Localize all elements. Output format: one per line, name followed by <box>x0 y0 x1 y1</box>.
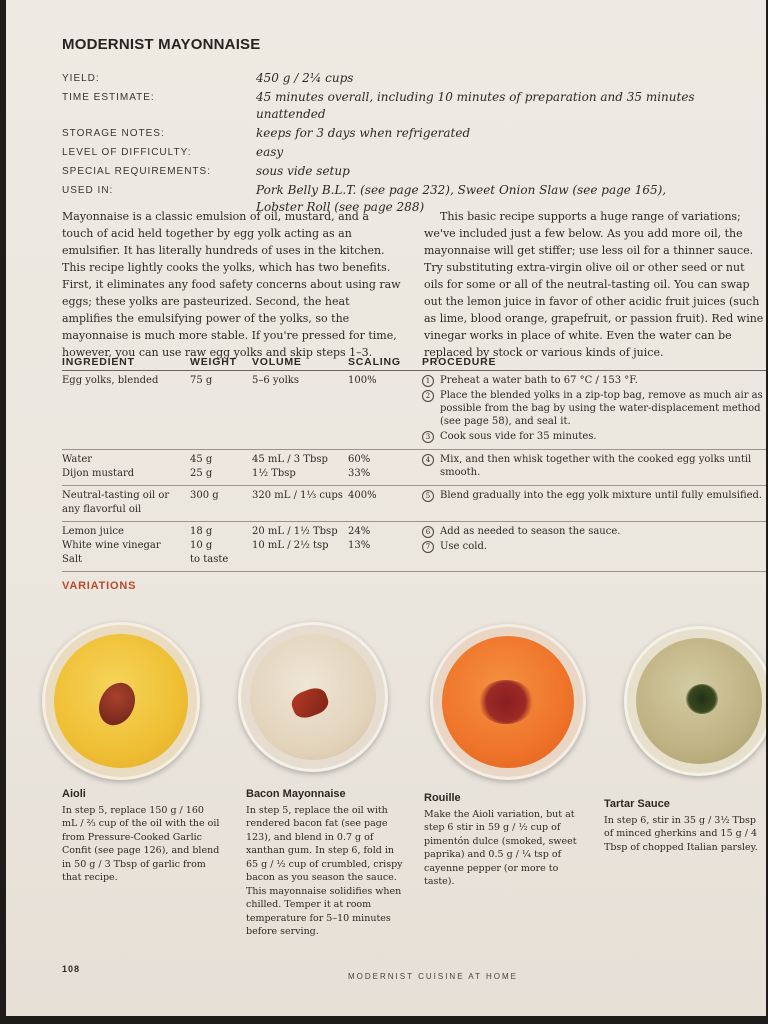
step-number: 7 <box>422 541 434 553</box>
meta-label: USED IN: <box>62 185 114 196</box>
variation-bacon-mayonnaise <box>246 788 408 939</box>
header-weight: WEIGHT <box>190 356 237 368</box>
meta-row-storage <box>62 125 742 142</box>
aioli-bowl-image <box>42 622 200 780</box>
ingredient-table <box>62 354 766 572</box>
table-row <box>62 374 422 388</box>
step-number: 4 <box>422 454 434 466</box>
table-row-group <box>62 522 766 572</box>
header-ingredient: INGREDIENT <box>62 356 135 368</box>
ingredient-scaling: 24% <box>348 526 371 537</box>
procedure-steps <box>422 453 766 481</box>
ingredient-weight: 18 g <box>190 526 213 537</box>
recipe-meta <box>62 70 742 218</box>
meta-value: 450 g / 2¼ cups <box>256 71 354 85</box>
table-header <box>62 354 766 371</box>
intro-paragraph-left: Mayonnaise is a classic emulsion of oil, mustard, and a touch of acid held together by egg yolk acting as an emulsifier. It has literally hundreds of uses in the kitchen. This recipe lightly cooks the yolks, which has two benefits. First, it eliminates any food safety concerns about using raw eggs; these yolks are pasteurized. Second, the heat amplifies the emulsifying power of the yolks, so the mayonnaise is much more stable. If you're pressed for time, however, you can use raw egg yolks and skip steps 1–3. <box>62 210 401 359</box>
variation-text: In step 5, replace 150 g / 160 mL / ⅔ cup of the oil with the oil from Pressure-Cooked Garlic Confit (see page 126), and blend in 50 g / 3 Tbsp of garlic from that recipe. <box>62 804 220 883</box>
meta-label: TIME ESTIMATE: <box>62 92 155 103</box>
step-text: Place the blended yolks in a zip-top bag, remove as much air as possible from the bag by using the water-displacement method (see page 58), and seal it. <box>440 390 763 427</box>
meta-value: keeps for 3 days when refrigerated <box>256 126 471 140</box>
step-number: 5 <box>422 490 434 502</box>
recipe-title: MODERNIST MAYONNAISE <box>62 36 261 53</box>
procedure-step <box>422 489 766 502</box>
table-row <box>62 525 422 539</box>
procedure-steps <box>422 374 766 445</box>
step-number: 2 <box>422 390 434 402</box>
step-text: Mix, and then whisk together with the cooked egg yolks until smooth. <box>440 454 752 478</box>
variation-rouille <box>424 792 586 889</box>
procedure-step <box>422 525 766 538</box>
ingredient-name: Egg yolks, blended <box>62 375 159 386</box>
variation-text: Make the Aioli variation, but at step 6 stir in 59 g / ½ cup of pimentón dulce (smoked, sweet paprika) and 0.5 g / ¼ tsp of cayenne pepper (or more to taste). <box>424 808 577 887</box>
ingredient-scaling: 100% <box>348 375 377 386</box>
ingredient-name: Water <box>62 454 93 465</box>
ingredient-volume: 20 mL / 1½ Tbsp <box>252 526 338 537</box>
table-row <box>62 453 422 467</box>
variation-text: In step 5, replace the oil with rendered bacon fat (see page 123), and blend in 0.7 g of xanthan gum. In step 6, fold in 65 g / ½ cup of crumbled, crispy bacon as you season the sauce. This mayonnaise solidifies when chilled. Temper it at room temperature for 5–10 minutes before serving. <box>246 804 403 937</box>
ingredient-volume: 5–6 yolks <box>252 375 299 386</box>
ingredient-volume <box>252 553 348 567</box>
ingredient-weight: 10 g <box>190 540 213 551</box>
paprika-garnish-icon <box>478 680 534 724</box>
cookbook-page <box>6 0 766 1016</box>
ingredient-weight: 75 g <box>190 375 213 386</box>
ingredient-list <box>62 374 422 445</box>
ingredient-volume: 45 mL / 3 Tbsp <box>252 454 328 465</box>
meta-label: YIELD: <box>62 73 100 84</box>
meta-value: 45 minutes overall, including 10 minutes of preparation and 35 minutes unattended <box>256 90 695 121</box>
ingredient-scaling: 400% <box>348 490 377 501</box>
table-row <box>62 553 422 567</box>
table-row-group <box>62 450 766 486</box>
ingredient-volume: 1½ Tbsp <box>252 468 296 479</box>
ingredient-name: White wine vinegar <box>62 540 161 551</box>
table-row-group <box>62 486 766 522</box>
procedure-step <box>422 540 766 553</box>
rouille-bowl-image <box>430 624 586 780</box>
intro-paragraph-right: This basic recipe supports a huge range of variations; we've included just a few below. As you add more oil, the mayonnaise will get stiffer; use less oil for a thinner sauce. Try substituting extra-virgin olive oil or other seed or nut oils for some or all of the neutral-tasting oil. You can swap out the lemon juice in favor of other acidic fruit juices (such as lime, blood orange, grapefruit, or passion fruit). Red wine vinegar works in place of white. Even the water can be replaced by stock or various kinds of juice. <box>424 210 764 359</box>
meta-value: sous vide setup <box>256 164 350 178</box>
parsley-garnish-icon <box>686 684 718 714</box>
page-number: 108 <box>62 964 81 974</box>
variation-aioli <box>62 788 222 885</box>
table-row <box>62 489 422 517</box>
ingredient-name: Lemon juice <box>62 526 124 537</box>
meta-row-time <box>62 89 742 123</box>
ingredient-weight: to taste <box>190 554 229 565</box>
step-text: Add as needed to season the sauce. <box>440 526 621 537</box>
procedure-step <box>422 389 766 428</box>
ingredient-list <box>62 525 422 567</box>
table-row <box>62 467 422 481</box>
procedure-steps <box>422 525 766 567</box>
book-title: MODERNIST CUISINE AT HOME <box>348 972 519 981</box>
header-scaling: SCALING <box>348 356 401 368</box>
variation-tartar-sauce <box>604 798 764 854</box>
procedure-steps <box>422 489 766 517</box>
step-text: Cook sous vide for 35 minutes. <box>440 431 597 442</box>
meta-row-requirements <box>62 163 742 180</box>
variation-name: Tartar Sauce <box>604 798 670 810</box>
variation-text: In step 6, stir in 35 g / 3½ Tbsp of minced gherkins and 15 g / 4 Tbsp of chopped Italian parsley. <box>604 814 758 853</box>
ingredient-weight: 300 g <box>190 490 219 501</box>
ingredient-weight: 45 g <box>190 454 213 465</box>
procedure-step <box>422 453 766 479</box>
meta-label: SPECIAL REQUIREMENTS: <box>62 166 211 177</box>
step-text: Blend gradually into the egg yolk mixture until fully emulsified. <box>440 490 763 501</box>
tartar-sauce-bowl-image <box>624 626 766 776</box>
procedure-step <box>422 430 766 443</box>
ingredient-name: Dijon mustard <box>62 468 135 479</box>
ingredient-list <box>62 489 422 517</box>
step-number: 3 <box>422 431 434 443</box>
variation-name: Rouille <box>424 792 461 804</box>
step-number: 1 <box>422 375 434 387</box>
step-text: Preheat a water bath to 67 °C / 153 °F. <box>440 375 638 386</box>
variation-name: Bacon Mayonnaise <box>246 788 346 800</box>
meta-row-difficulty <box>62 144 742 161</box>
meta-value: Pork Belly B.L.T. (see page 232), Sweet Onion Slaw (see page 165), Lobster Roll (see page 288) <box>256 183 667 214</box>
step-text: Use cold. <box>440 541 488 552</box>
bacon-mayonnaise-bowl-image <box>238 622 388 772</box>
variation-name: Aioli <box>62 788 86 800</box>
ingredient-volume: 10 mL / 2½ tsp <box>252 540 329 551</box>
ingredient-name: Salt <box>62 554 83 565</box>
meta-label: STORAGE NOTES: <box>62 128 165 139</box>
meta-value: easy <box>256 145 284 159</box>
ingredient-scaling <box>348 553 422 567</box>
table-row-group <box>62 371 766 450</box>
variations-heading: VARIATIONS <box>62 580 137 592</box>
ingredient-list <box>62 453 422 481</box>
ingredient-scaling: 13% <box>348 540 371 551</box>
meta-row-yield <box>62 70 742 87</box>
ingredient-name: Neutral-tasting oil or any flavorful oil <box>62 490 170 515</box>
header-volume: VOLUME <box>252 356 302 368</box>
ingredient-scaling: 33% <box>348 468 371 479</box>
step-number: 6 <box>422 526 434 538</box>
ingredient-volume: 320 mL / 1⅓ cups <box>252 490 343 501</box>
header-procedure: PROCEDURE <box>422 356 497 368</box>
procedure-step <box>422 374 766 387</box>
meta-label: LEVEL OF DIFFICULTY: <box>62 147 192 158</box>
table-row <box>62 539 422 553</box>
ingredient-weight: 25 g <box>190 468 213 479</box>
ingredient-scaling: 60% <box>348 454 371 465</box>
